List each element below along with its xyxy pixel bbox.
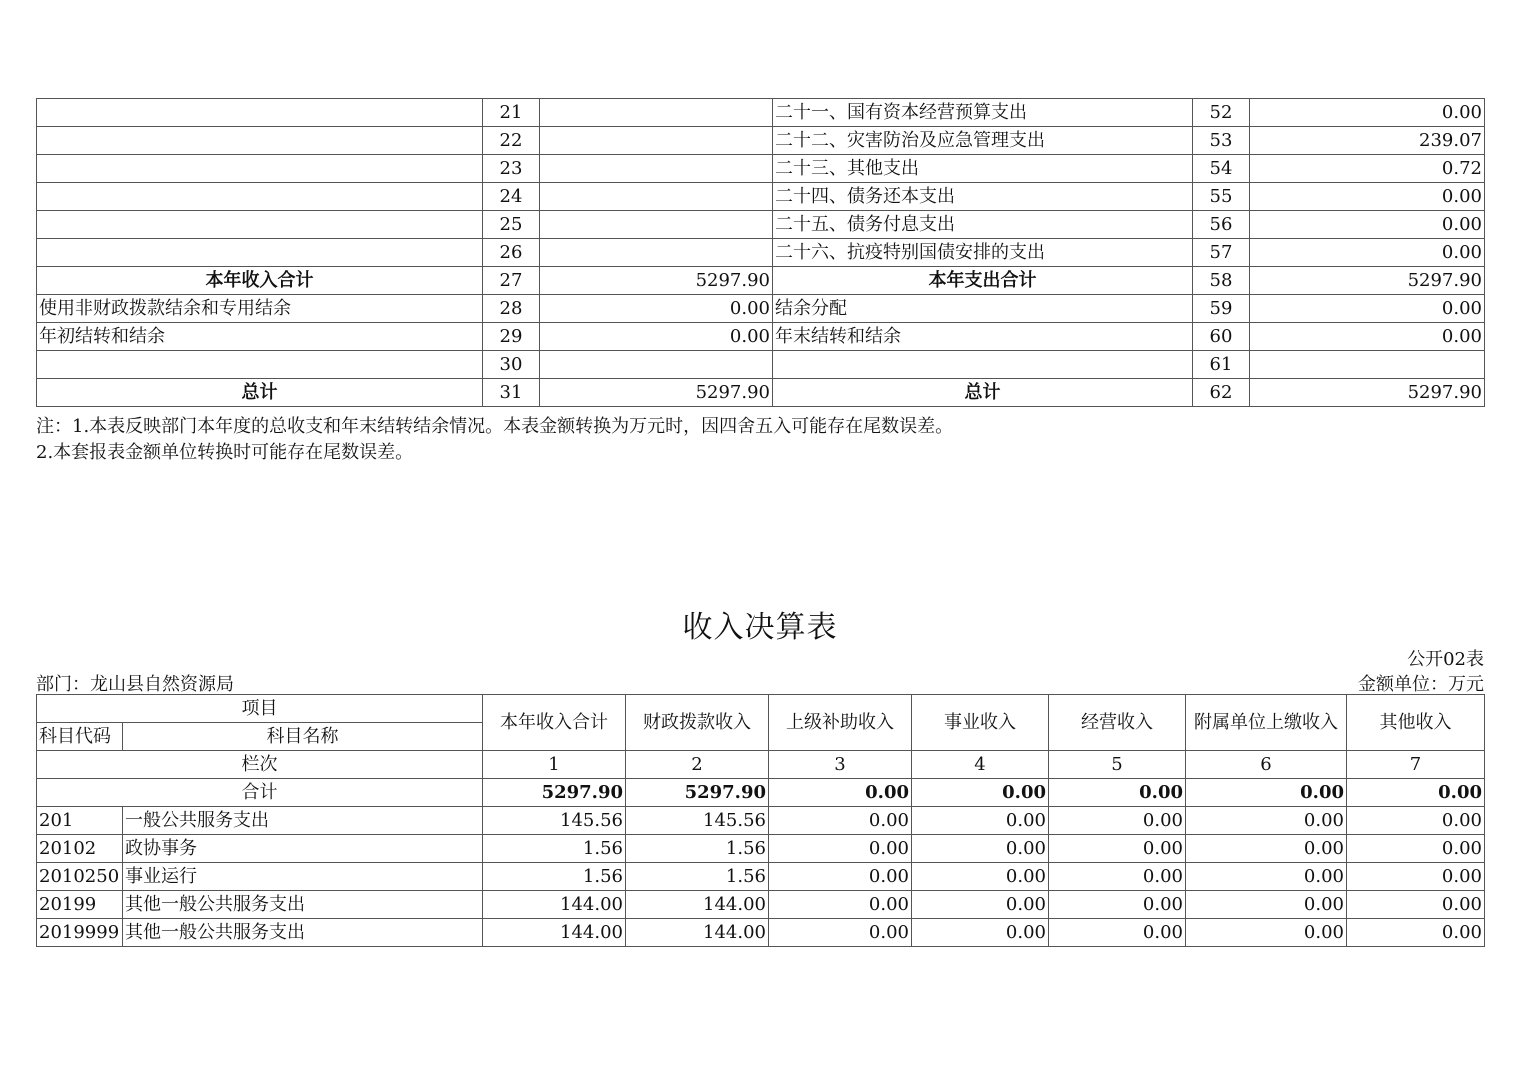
balance-row [37,239,1485,267]
expense-amount: 5297.90 [1250,267,1485,295]
balance-row [37,211,1485,239]
header-col-5: 经营收入 [1049,695,1186,751]
header-name: 科目名称 [123,723,483,751]
income-item [37,239,483,267]
income-amount: 0.00 [540,323,773,351]
income-item [37,351,483,379]
header-col-2: 财政拨款收入 [626,695,769,751]
income-value: 1.56 [483,835,626,863]
income-line-no: 30 [483,351,540,379]
income-line-no: 22 [483,127,540,155]
table-row [37,863,1485,891]
income-value: 0.00 [912,919,1049,947]
income-table [36,694,1485,947]
subject-code: 2019999 [37,919,123,947]
income-value: 0.00 [912,807,1049,835]
expense-item: 总计 [773,379,1193,407]
income-value: 1.56 [483,863,626,891]
expense-line-no: 61 [1193,351,1250,379]
expense-amount: 0.00 [1250,99,1485,127]
total-label: 合计 [37,779,483,807]
expense-item: 二十四、债务还本支出 [773,183,1193,211]
header-row-1 [37,695,1485,723]
expense-line-no: 60 [1193,323,1250,351]
income-value: 0.00 [1186,891,1347,919]
expense-amount: 239.07 [1250,127,1485,155]
expense-line-no: 62 [1193,379,1250,407]
expense-amount: 0.00 [1250,183,1485,211]
total-value: 0.00 [1186,779,1347,807]
expense-item: 结余分配 [773,295,1193,323]
income-value: 145.56 [483,807,626,835]
expense-line-no: 54 [1193,155,1250,183]
balance-row [37,379,1485,407]
income-value: 0.00 [1347,919,1485,947]
expense-item: 年末结转和结余 [773,323,1193,351]
income-value: 0.00 [1049,919,1186,947]
income-value: 144.00 [626,891,769,919]
header-col-3: 上级补助收入 [769,695,912,751]
subject-name: 一般公共服务支出 [123,807,483,835]
income-value: 0.00 [769,891,912,919]
income-amount [540,99,773,127]
expense-line-no: 52 [1193,99,1250,127]
expense-line-no: 55 [1193,183,1250,211]
income-amount [540,239,773,267]
income-amount [540,183,773,211]
income-item [37,127,483,155]
income-item: 本年收入合计 [37,267,483,295]
income-item: 使用非财政拨款结余和专用结余 [37,295,483,323]
department-label: 部门：龙山县自然资源局 [36,674,234,695]
subject-code: 201 [37,807,123,835]
table-row [37,807,1485,835]
income-value: 0.00 [1049,835,1186,863]
income-line-no: 29 [483,323,540,351]
expense-amount [1250,351,1485,379]
income-amount: 5297.90 [540,379,773,407]
income-value: 0.00 [1186,863,1347,891]
table-note-1: 注：1.本表反映部门本年度的总收支和年末结转结余情况。本表金额转换为万元时，因四舍五入可能存在尾数误差。 [36,416,954,437]
col-number: 7 [1347,751,1485,779]
expense-line-no: 57 [1193,239,1250,267]
income-amount [540,127,773,155]
total-row [37,779,1485,807]
expense-item [773,351,1193,379]
header-col-7: 其他收入 [1347,695,1485,751]
table-note-2: 2.本套报表金额单位转换时可能存在尾数误差。 [36,442,414,463]
expense-item: 二十三、其他支出 [773,155,1193,183]
income-value: 0.00 [1186,807,1347,835]
balance-row [37,351,1485,379]
income-item [37,99,483,127]
total-value: 5297.90 [626,779,769,807]
total-value: 0.00 [1347,779,1485,807]
table-row [37,835,1485,863]
income-value: 145.56 [626,807,769,835]
income-line-no: 26 [483,239,540,267]
page-title: 收入决算表 [682,610,838,645]
subject-code: 2010250 [37,863,123,891]
balance-row [37,267,1485,295]
income-line-no: 23 [483,155,540,183]
income-value: 0.00 [1049,807,1186,835]
subject-name: 其他一般公共服务支出 [123,891,483,919]
total-value: 5297.90 [483,779,626,807]
income-value: 1.56 [626,835,769,863]
col-number: 1 [483,751,626,779]
income-line-no: 28 [483,295,540,323]
subject-name: 其他一般公共服务支出 [123,919,483,947]
expense-item: 二十一、国有资本经营预算支出 [773,99,1193,127]
income-value: 0.00 [912,891,1049,919]
column-number-row [37,751,1485,779]
table-row [37,919,1485,947]
income-line-no: 21 [483,99,540,127]
subject-name: 事业运行 [123,863,483,891]
income-value: 144.00 [483,891,626,919]
expense-item: 本年支出合计 [773,267,1193,295]
income-amount: 0.00 [540,295,773,323]
income-value: 0.00 [1347,835,1485,863]
income-value: 0.00 [912,863,1049,891]
income-value: 0.00 [769,863,912,891]
income-line-no: 25 [483,211,540,239]
income-amount: 5297.90 [540,267,773,295]
income-line-no: 31 [483,379,540,407]
total-value: 0.00 [1049,779,1186,807]
balance-row [37,183,1485,211]
subject-code: 20102 [37,835,123,863]
income-item [37,211,483,239]
income-item: 总计 [37,379,483,407]
amount-unit-label: 金额单位：万元 [1358,674,1484,695]
col-number: 5 [1049,751,1186,779]
form-number: 公开02表 [1407,649,1484,670]
expense-amount: 0.72 [1250,155,1485,183]
expense-amount: 0.00 [1250,295,1485,323]
income-item [37,155,483,183]
balance-row [37,155,1485,183]
income-value: 144.00 [483,919,626,947]
header-col-6: 附属单位上缴收入 [1186,695,1347,751]
expense-line-no: 53 [1193,127,1250,155]
income-item: 年初结转和结余 [37,323,483,351]
income-item [37,183,483,211]
subject-code: 20199 [37,891,123,919]
income-value: 0.00 [769,807,912,835]
balance-table [36,98,1485,407]
income-value: 0.00 [1049,891,1186,919]
balance-row [37,323,1485,351]
income-amount [540,351,773,379]
header-col-4: 事业收入 [912,695,1049,751]
header-code: 科目代码 [37,723,123,751]
col-number: 4 [912,751,1049,779]
income-value: 0.00 [1186,835,1347,863]
header-item: 项目 [37,695,483,723]
income-amount [540,155,773,183]
balance-row [37,127,1485,155]
income-value: 144.00 [626,919,769,947]
income-amount [540,211,773,239]
expense-amount: 5297.90 [1250,379,1485,407]
header-col-1: 本年收入合计 [483,695,626,751]
income-line-no: 24 [483,183,540,211]
total-value: 0.00 [912,779,1049,807]
income-value: 0.00 [1186,919,1347,947]
income-value: 0.00 [1049,863,1186,891]
expense-amount: 0.00 [1250,323,1485,351]
income-value: 0.00 [1347,891,1485,919]
expense-amount: 0.00 [1250,211,1485,239]
balance-row [37,295,1485,323]
income-value: 0.00 [1347,807,1485,835]
subject-name: 政协事务 [123,835,483,863]
col-number: 3 [769,751,912,779]
expense-line-no: 59 [1193,295,1250,323]
income-line-no: 27 [483,267,540,295]
total-value: 0.00 [769,779,912,807]
expense-item: 二十五、债务付息支出 [773,211,1193,239]
table-row [37,891,1485,919]
income-value: 0.00 [769,835,912,863]
col-label: 栏次 [37,751,483,779]
income-value: 0.00 [1347,863,1485,891]
expense-line-no: 58 [1193,267,1250,295]
expense-line-no: 56 [1193,211,1250,239]
expense-item: 二十二、灾害防治及应急管理支出 [773,127,1193,155]
col-number: 6 [1186,751,1347,779]
income-value: 1.56 [626,863,769,891]
balance-row [37,99,1485,127]
expense-item: 二十六、抗疫特别国债安排的支出 [773,239,1193,267]
income-value: 0.00 [769,919,912,947]
income-value: 0.00 [912,835,1049,863]
expense-amount: 0.00 [1250,239,1485,267]
col-number: 2 [626,751,769,779]
